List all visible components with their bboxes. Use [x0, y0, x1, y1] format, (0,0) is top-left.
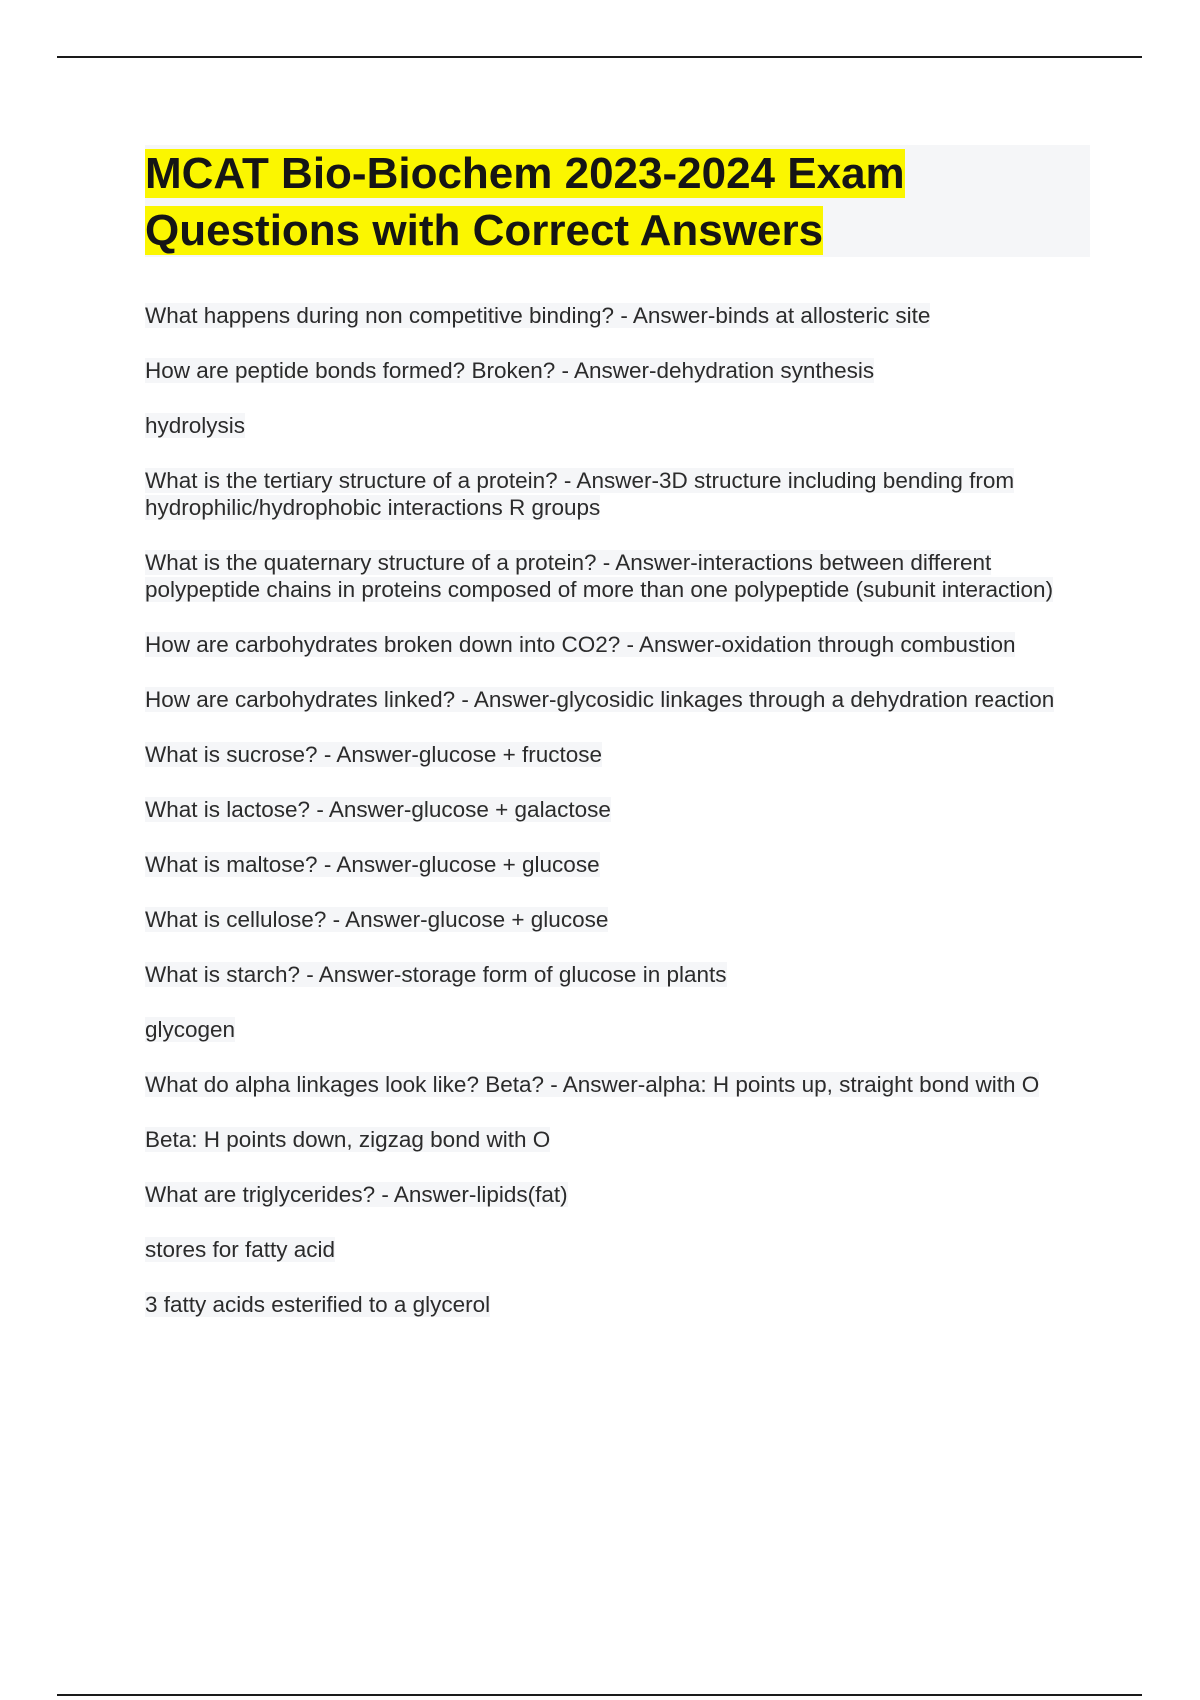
title-block — [145, 145, 1090, 257]
qa-entry: hydrolysis — [145, 413, 246, 438]
qa-entry: 3 fatty acids esterified to a glycerol — [145, 1292, 491, 1317]
qa-entry: What is the tertiary structure of a protein? - Answer-3D structure including bending from hydrophilic/hydrophobic interactions R groups — [145, 468, 1015, 520]
qa-entry: How are carbohydrates linked? - Answer-glycosidic linkages through a dehydration reaction — [145, 687, 1055, 712]
qa-entry: What is lactose? - Answer-glucose + galactose — [145, 797, 611, 822]
qa-entry: What do alpha linkages look like? Beta? - Answer-alpha: H points up, straight bond with O — [145, 1072, 1040, 1097]
qa-entry: glycogen — [145, 1017, 236, 1042]
qa-list — [145, 302, 1090, 1346]
header-rule — [57, 56, 1142, 58]
footer-rule — [57, 1694, 1142, 1696]
qa-entry: What are triglycerides? - Answer-lipids(fat) — [145, 1182, 568, 1207]
qa-entry: What is cellulose? - Answer-glucose + glucose — [145, 907, 609, 932]
qa-entry: Beta: H points down, zigzag bond with O — [145, 1127, 551, 1152]
qa-entry: What happens during non competitive binding? - Answer-binds at allosteric site — [145, 303, 931, 328]
title-highlight: MCAT Bio-Biochem 2023-2024 Exam Questions with Correct Answers — [145, 149, 905, 255]
qa-entry: What is starch? - Answer-storage form of glucose in plants — [145, 962, 727, 987]
qa-entry: What is sucrose? - Answer-glucose + fructose — [145, 742, 603, 767]
document-title — [145, 145, 1090, 259]
qa-entry: stores for fatty acid — [145, 1237, 336, 1262]
qa-entry: How are peptide bonds formed? Broken? - Answer-dehydration synthesis — [145, 358, 875, 383]
qa-entry: What is maltose? - Answer-glucose + glucose — [145, 852, 600, 877]
qa-entry: How are carbohydrates broken down into CO2? - Answer-oxidation through combustion — [145, 632, 1016, 657]
qa-entry: What is the quaternary structure of a protein? - Answer-interactions between different polypeptide chains in proteins composed of more than one polypeptide (subunit interaction) — [145, 550, 1054, 602]
